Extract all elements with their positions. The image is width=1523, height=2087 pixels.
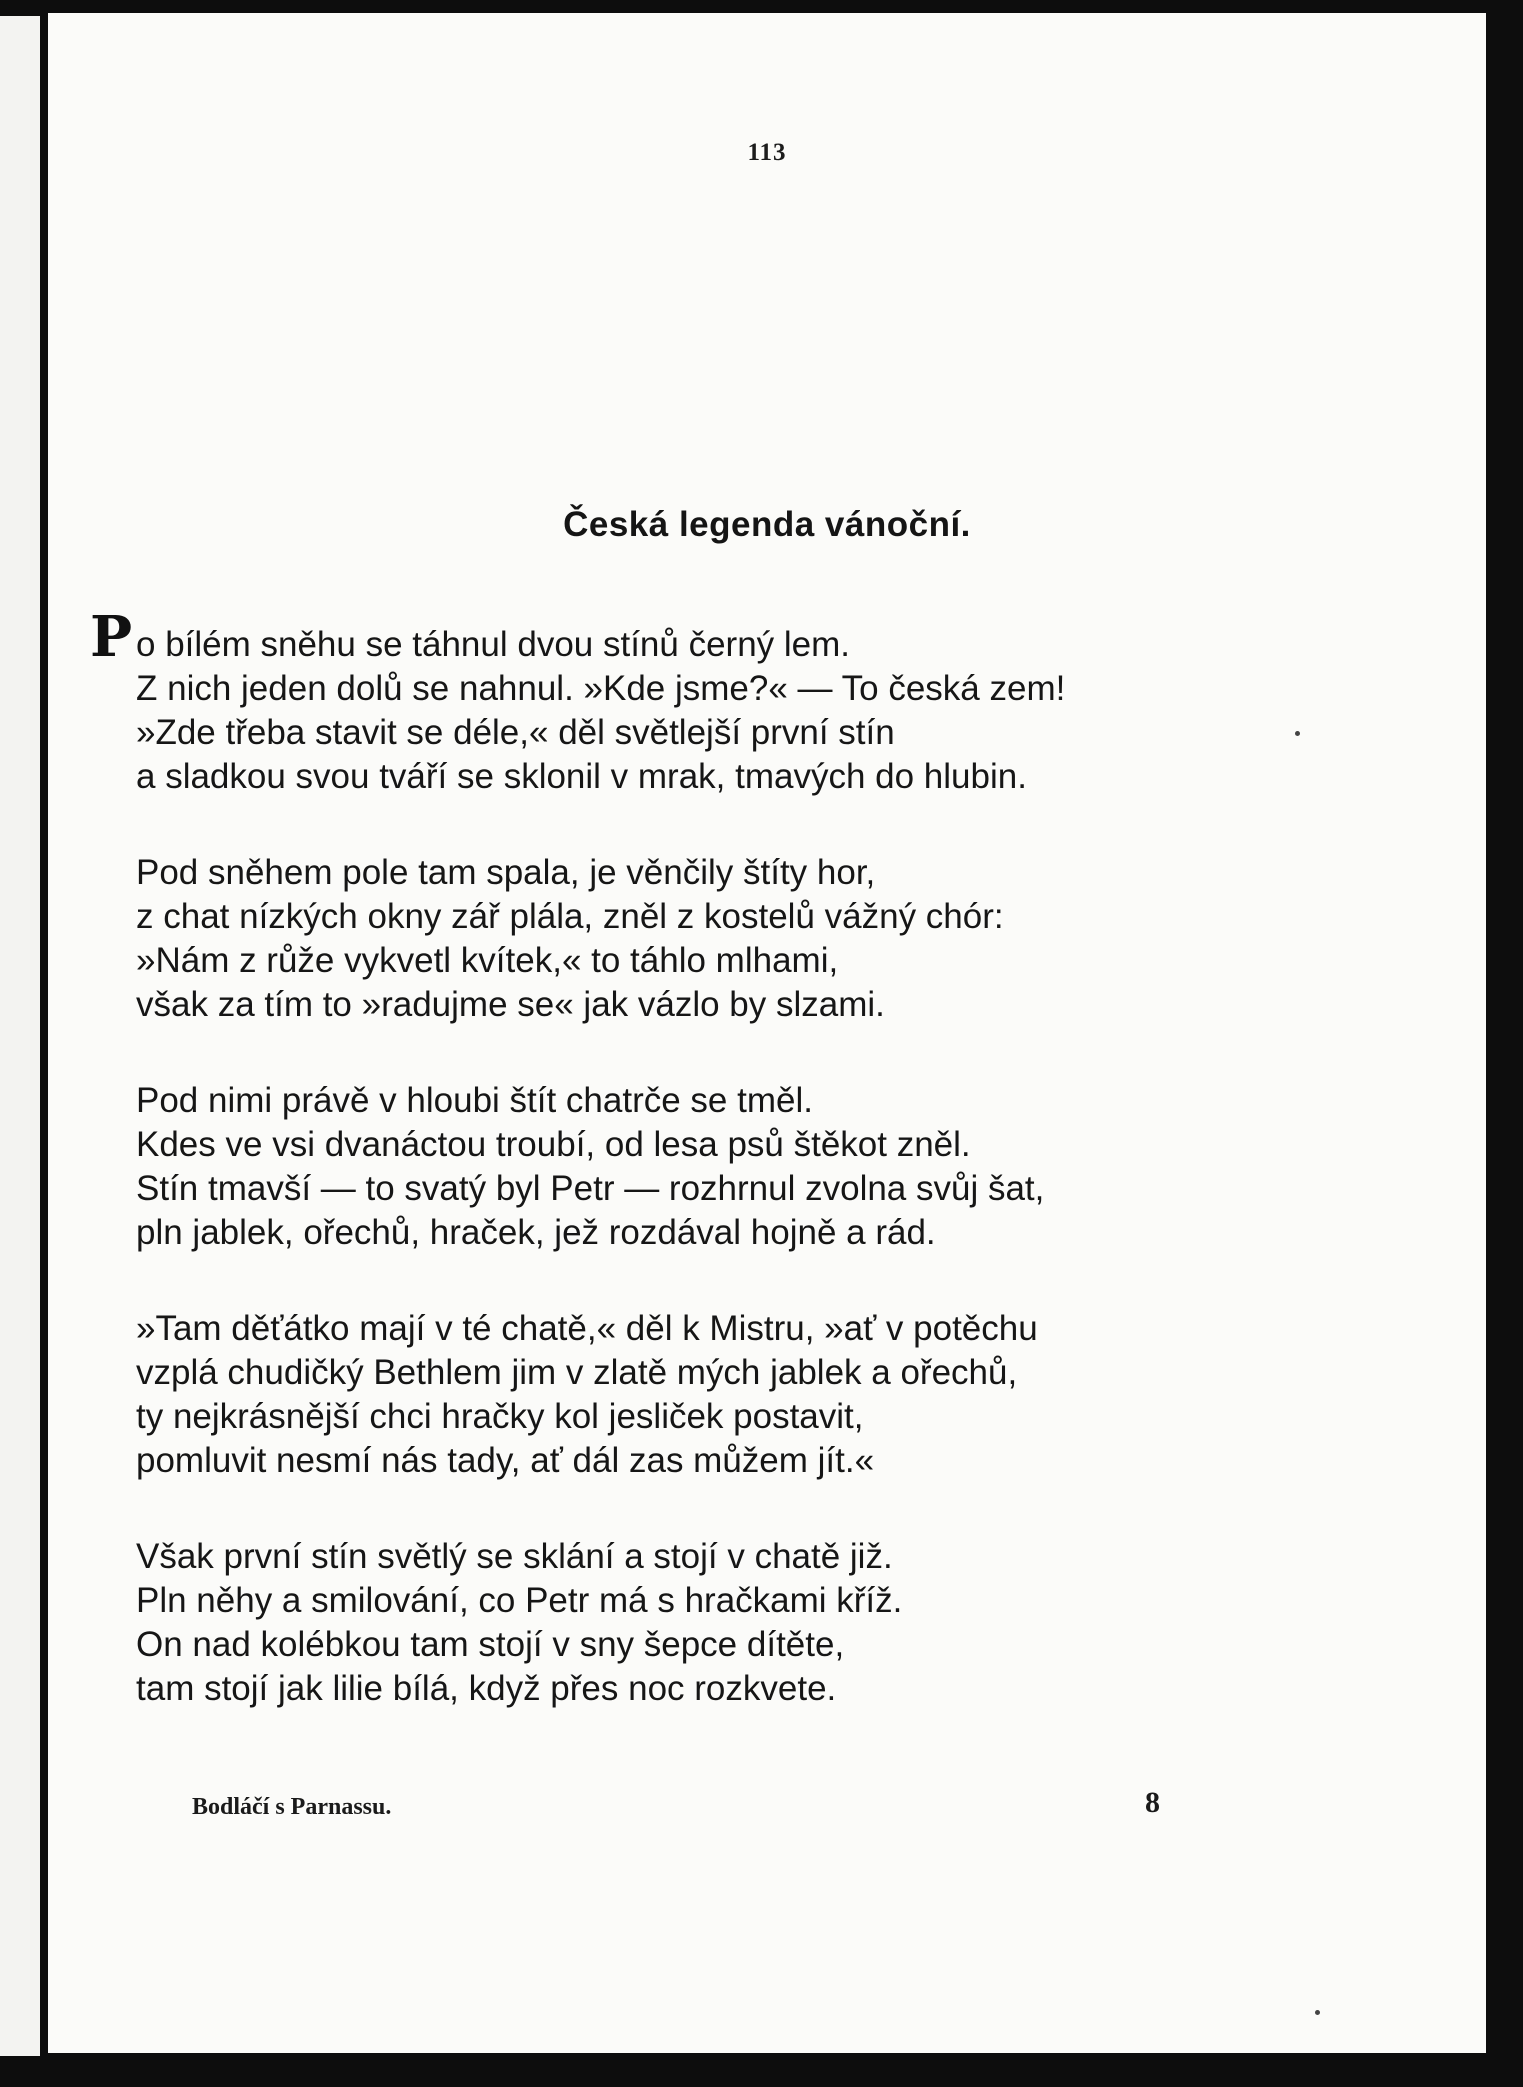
stanza-4: [136, 1307, 1316, 1483]
verse-line: Pod sněhem pole tam spala, je věnčily štíty hor,: [136, 853, 876, 892]
verse-line: Pod nimi právě v hloubi štít chatrče se tměl.: [136, 1081, 813, 1120]
verse-line: tam stojí jak lilie bílá, když přes noc rozkvete.: [136, 1669, 837, 1708]
dust-speck: [1295, 731, 1300, 736]
verse-line: a sladkou svou tváří se sklonil v mrak, tmavých do hlubin.: [136, 757, 1027, 796]
verse-line: však za tím to »radujme se« jak vázlo by slzami.: [136, 985, 885, 1024]
stanza-3: [136, 1079, 1316, 1255]
stanza-5: [136, 1535, 1316, 1711]
stanza-1: [136, 623, 1316, 799]
poem-body: [136, 623, 1316, 1763]
verse-line: o bílém sněhu se táhnul dvou stínů černý lem.: [136, 625, 851, 664]
book-page: [48, 13, 1486, 2053]
page-number: 113: [747, 139, 787, 166]
verse-line: Z nich jeden dolů se nahnul. »Kde jsme?« — To česká zem!: [136, 669, 1066, 708]
verse-line: Však první stín světlý se sklání a stojí v chatě již.: [136, 1537, 893, 1576]
facing-page-edge: [0, 16, 40, 2056]
verse-line: Stín tmavší — to svatý byl Petr — rozhrnul zvolna svůj šat,: [136, 1169, 1045, 1208]
sheet-number: 8: [1145, 1786, 1160, 1819]
stanza-2: [136, 851, 1316, 1027]
verse-line: pomluvit nesmí nás tady, ať dál zas můžem jít.«: [136, 1441, 875, 1480]
dust-speck: [1315, 2010, 1320, 2015]
verse-line: Pln něhy a smilování, co Petr má s hračkami kříž.: [136, 1581, 903, 1620]
verse-line: »Tam děťátko mají v té chatě,« děl k Mistru, »ať v potěchu: [136, 1309, 1038, 1348]
verse-line: »Zde třeba stavit se déle,« děl světlejší první stín: [136, 713, 895, 752]
verse-line: Kdes ve vsi dvanáctou troubí, od lesa psů štěkot zněl.: [136, 1125, 971, 1164]
verse-line: ty nejkrásnější chci hračky kol jesliček postavit,: [136, 1397, 864, 1436]
verse-line: pln jablek, ořechů, hraček, jež rozdával hojně a rád.: [136, 1213, 936, 1252]
drop-cap: P: [90, 604, 133, 670]
verse-line: On nad kolébkou tam stojí v sny šepce dítěte,: [136, 1625, 845, 1664]
poem-title: Česká legenda vánoční.: [563, 505, 971, 544]
verse-line: vzplá chudičký Bethlem jim v zlatě mých jablek a ořechů,: [136, 1353, 1018, 1392]
signature-mark: Bodláčí s Parnassu.: [192, 1794, 392, 1820]
verse-line: z chat nízkých okny zář plála, zněl z kostelů vážný chór:: [136, 897, 1004, 936]
verse-line: »Nám z růže vykvetl kvítek,« to táhlo mlhami,: [136, 941, 839, 980]
